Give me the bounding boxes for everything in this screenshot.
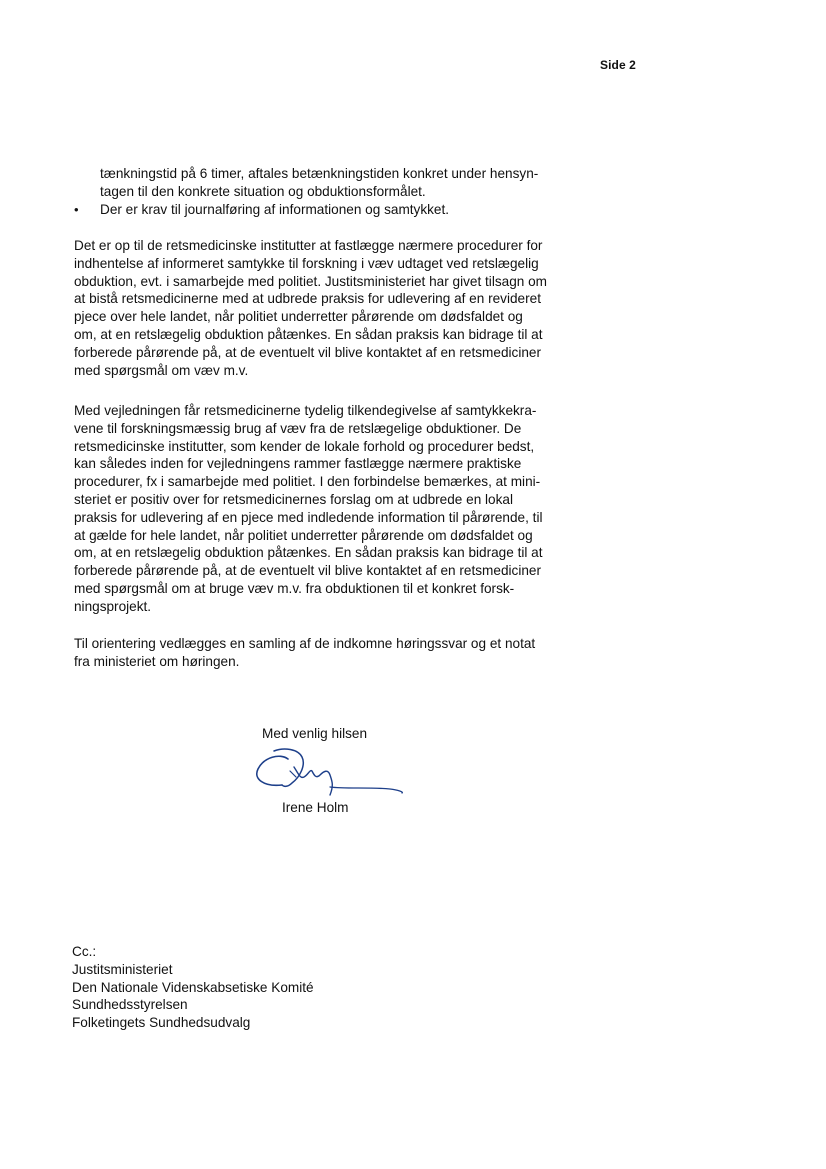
paragraph-enclosures: [74, 635, 574, 671]
bullet-text: Der er krav til journalføring af informationen og samtykket.: [100, 202, 450, 217]
cc-list: [72, 943, 472, 1032]
text-line: forberede pårørende på, at de eventuelt vil blive kontaktet af en retsmediciner: [74, 563, 541, 579]
paragraph-guidance: [74, 402, 574, 616]
bullet-marker: •: [74, 202, 79, 217]
cc-recipient: Sundhedsstyrelsen: [72, 997, 188, 1013]
text-line: tagen til den konkrete situation og obduktionsformålet.: [100, 183, 426, 199]
text-line: steriet er positiv over for retsmedicinernes forslag om at udbrede en lokal: [74, 491, 513, 507]
text-line: indhentelse af informeret samtykke til forskning i væv udtaget ved retslægelig: [74, 255, 539, 271]
closing-salutation: Med venlig hilsen: [262, 726, 368, 741]
text-line: Til orientering vedlægges en samling af de indkomne høringssvar og et notat: [74, 636, 536, 651]
cc-label: Cc.:: [72, 944, 97, 959]
text-line: med spørgsmål om at bruge væv m.v. fra obduktionen til et konkret forsk-: [74, 580, 515, 596]
text-line: Det er op til de retsmedicinske institutter at fastlægge nærmere procedurer for: [74, 238, 543, 253]
text-line: at gælde for hele landet, når politiet underretter pårørende om dødsfaldet og: [74, 527, 533, 543]
text-line: forberede pårørende på, at de eventuelt vil blive kontaktet af en retsmediciner: [74, 344, 541, 360]
text-line: ningsprojekt.: [74, 598, 152, 614]
handwritten-signature: [250, 747, 410, 807]
text-line: Med vejledningen får retsmedicinerne tydelig tilkendegivelse af samtykkekra-: [74, 403, 537, 418]
cc-recipient: Justitsministeriet: [72, 961, 173, 977]
text-line: med spørgsmål om væv m.v.: [74, 362, 249, 378]
page-number: Side 2: [600, 58, 636, 72]
text-line: obduktion, evt. i samarbejde med politiet. Justitsministeriet har givet tilsagn om: [74, 273, 547, 289]
text-line: praksis for udlevering af en pjece med indledende information til pårørende, til: [74, 509, 543, 525]
cc-recipient: Folketingets Sundhedsudvalg: [72, 1015, 251, 1031]
bullet-continuation: [100, 165, 570, 201]
text-line: kan således inden for vejledningens rammer fastlægge nærmere praktiske: [74, 456, 522, 472]
signer-name: Irene Holm: [282, 800, 349, 815]
text-line: pjece over hele landet, når politiet underretter pårørende om dødsfaldet og: [74, 309, 523, 325]
text-line: at bistå retsmedicinerne med at udbrede praksis for udlevering af en revideret: [74, 291, 541, 307]
text-line: vene til forskningsmæssig brug af væv fra de retslægelige obduktioner. De: [74, 420, 522, 436]
text-line: om, at en retslægelig obduktion påtænkes. En sådan praksis kan bidrage til at: [74, 545, 543, 561]
text-line: retsmedicinske institutter, som kender de lokale forhold og procedurer bedst,: [74, 438, 535, 454]
paragraph-procedures: [74, 237, 574, 379]
text-line: procedurer, fx i samarbejde med politiet. I den forbindelse bemærkes, at mini-: [74, 474, 541, 490]
text-line: tænkningstid på 6 timer, aftales betænkningstiden konkret under hensyn-: [100, 166, 539, 181]
text-line: fra ministeriet om høringen.: [74, 653, 240, 669]
bullet-item: [74, 201, 574, 219]
cc-recipient: Den Nationale Videnskabsetiske Komité: [72, 979, 314, 995]
text-line: om, at en retslægelig obduktion påtænkes. En sådan praksis kan bidrage til at: [74, 326, 543, 342]
